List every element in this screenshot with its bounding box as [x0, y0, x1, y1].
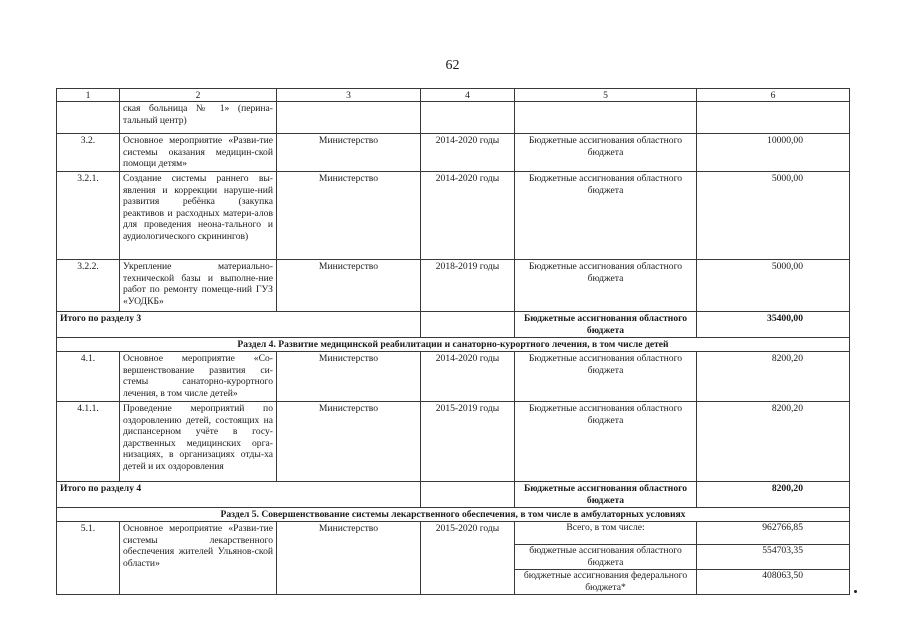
- executor: Министерство: [277, 172, 421, 260]
- funding-source: [515, 102, 697, 134]
- section-heading: Раздел 4. Развитие медицинской реабилитации и санаторно-курортного лечения, в том числе детей: [57, 338, 850, 352]
- row-number: [57, 102, 120, 134]
- section-total-label: Итого по разделу 4: [57, 482, 421, 508]
- column-number: 6: [697, 89, 850, 102]
- amount: [697, 102, 850, 134]
- funding-source-breakdown: [515, 522, 697, 595]
- executor: Министерство: [277, 352, 421, 402]
- table-row: [57, 172, 850, 260]
- term: 2015-2019 годы: [421, 402, 515, 482]
- column-number-row: [57, 89, 850, 102]
- section-heading-row: [57, 338, 850, 352]
- funding-source: Бюджетные ассигнования областного бюджета: [515, 260, 697, 312]
- activity-name: ская больница № 1» (перина-тальный центр): [120, 102, 277, 134]
- funding-source: Бюджетные ассигнования областного бюджета: [515, 352, 697, 402]
- row-number: 4.1.: [57, 352, 120, 402]
- activity-name: Создание системы раннего вы-явления и коррекции наруше-ний развития ребёнка (закупка реактивов и расходных матери-алов для проведения неона-тального и аудиологического скринингов): [120, 172, 277, 260]
- term: 2014-2020 годы: [421, 134, 515, 172]
- activity-name: Основное мероприятие «Со-вершенствование развития си-стемы санаторно-курортного лечения, в том числе детей»: [120, 352, 277, 402]
- term: 2014-2020 годы: [421, 172, 515, 260]
- funding-source: Бюджетные ассигнования областного бюджета: [515, 402, 697, 482]
- amount-breakdown: [697, 522, 850, 595]
- table-row: [57, 522, 850, 595]
- column-number: 4: [421, 89, 515, 102]
- funding-source-total: Всего, в том числе:: [515, 522, 696, 545]
- amount: 10000,00: [697, 134, 850, 172]
- amount: 5000,00: [697, 260, 850, 312]
- empty-cell: [421, 312, 515, 338]
- table-row: [57, 260, 850, 312]
- column-number: 1: [57, 89, 120, 102]
- table-row: [57, 402, 850, 482]
- term: 2015-2020 годы: [421, 522, 515, 595]
- activity-name: Основное мероприятие «Разви-тие системы лекарственного обеспечения жителей Ульянов-ской области»: [120, 522, 277, 595]
- amount-federal: 408063,50: [762, 570, 803, 581]
- section-total-row: [57, 312, 850, 338]
- term: [421, 102, 515, 134]
- program-table: [56, 88, 850, 595]
- funding-source: Бюджетные ассигнования областного бюджета: [515, 482, 697, 508]
- table-row: [57, 352, 850, 402]
- row-number: 3.2.1.: [57, 172, 120, 260]
- executor: Министерство: [277, 522, 421, 595]
- amount: 8200,20: [697, 402, 850, 482]
- column-number: 3: [277, 89, 421, 102]
- funding-source: Бюджетные ассигнования областного бюджета: [515, 312, 697, 338]
- funding-source-regional: бюджетные ассигнования областного бюджета: [515, 545, 696, 570]
- row-number: 4.1.1.: [57, 402, 120, 482]
- funding-source-federal: бюджетные ассигнования федерального бюджета*: [523, 570, 688, 593]
- row-number: 3.2.: [57, 134, 120, 172]
- executor: [277, 102, 421, 134]
- section-total-label: Итого по разделу 3: [57, 312, 421, 338]
- term: 2018-2019 годы: [421, 260, 515, 312]
- funding-source: Бюджетные ассигнования областного бюджета: [515, 134, 697, 172]
- amount-regional: 554703,35: [697, 545, 849, 570]
- term: 2014-2020 годы: [421, 352, 515, 402]
- column-number: 2: [120, 89, 277, 102]
- empty-cell: [421, 482, 515, 508]
- section-heading-row: [57, 508, 850, 522]
- executor: Министерство: [277, 402, 421, 482]
- activity-name: Проведение мероприятий по оздоровлению детей, состоящих на диспансерном учёте в госу-дарственных медицинских орга-низациях, в организациях отды-ха детей и их оздоровления: [120, 402, 277, 482]
- row-number: 3.2.2.: [57, 260, 120, 312]
- section-total-amount: 35400,00: [697, 312, 850, 338]
- amount: 8200,20: [697, 352, 850, 402]
- table-row: [57, 134, 850, 172]
- column-number: 5: [515, 89, 697, 102]
- section-total-amount: 8200,20: [697, 482, 850, 508]
- section-total-row: [57, 482, 850, 508]
- scan-speck: [854, 590, 857, 593]
- row-number: 5.1.: [57, 522, 120, 595]
- funding-source: Бюджетные ассигнования областного бюджета: [515, 172, 697, 260]
- activity-name: Основное мероприятие «Разви-тие системы оказания медицин-ской помощи детям»: [120, 134, 277, 172]
- activity-name: Укрепление материально-технической базы и выполне-ние работ по ремонту помеще-ний ГУЗ «УОДКБ»: [120, 260, 277, 312]
- section-heading: Раздел 5. Совершенствование системы лекарственного обеспечения, в том числе в амбулаторных условиях: [57, 508, 850, 522]
- executor: Министерство: [277, 134, 421, 172]
- table-row: [57, 102, 850, 134]
- amount-total: 962766,85: [697, 522, 849, 545]
- page-number: 62: [445, 58, 460, 73]
- executor: Министерство: [277, 260, 421, 312]
- amount: 5000,00: [697, 172, 850, 260]
